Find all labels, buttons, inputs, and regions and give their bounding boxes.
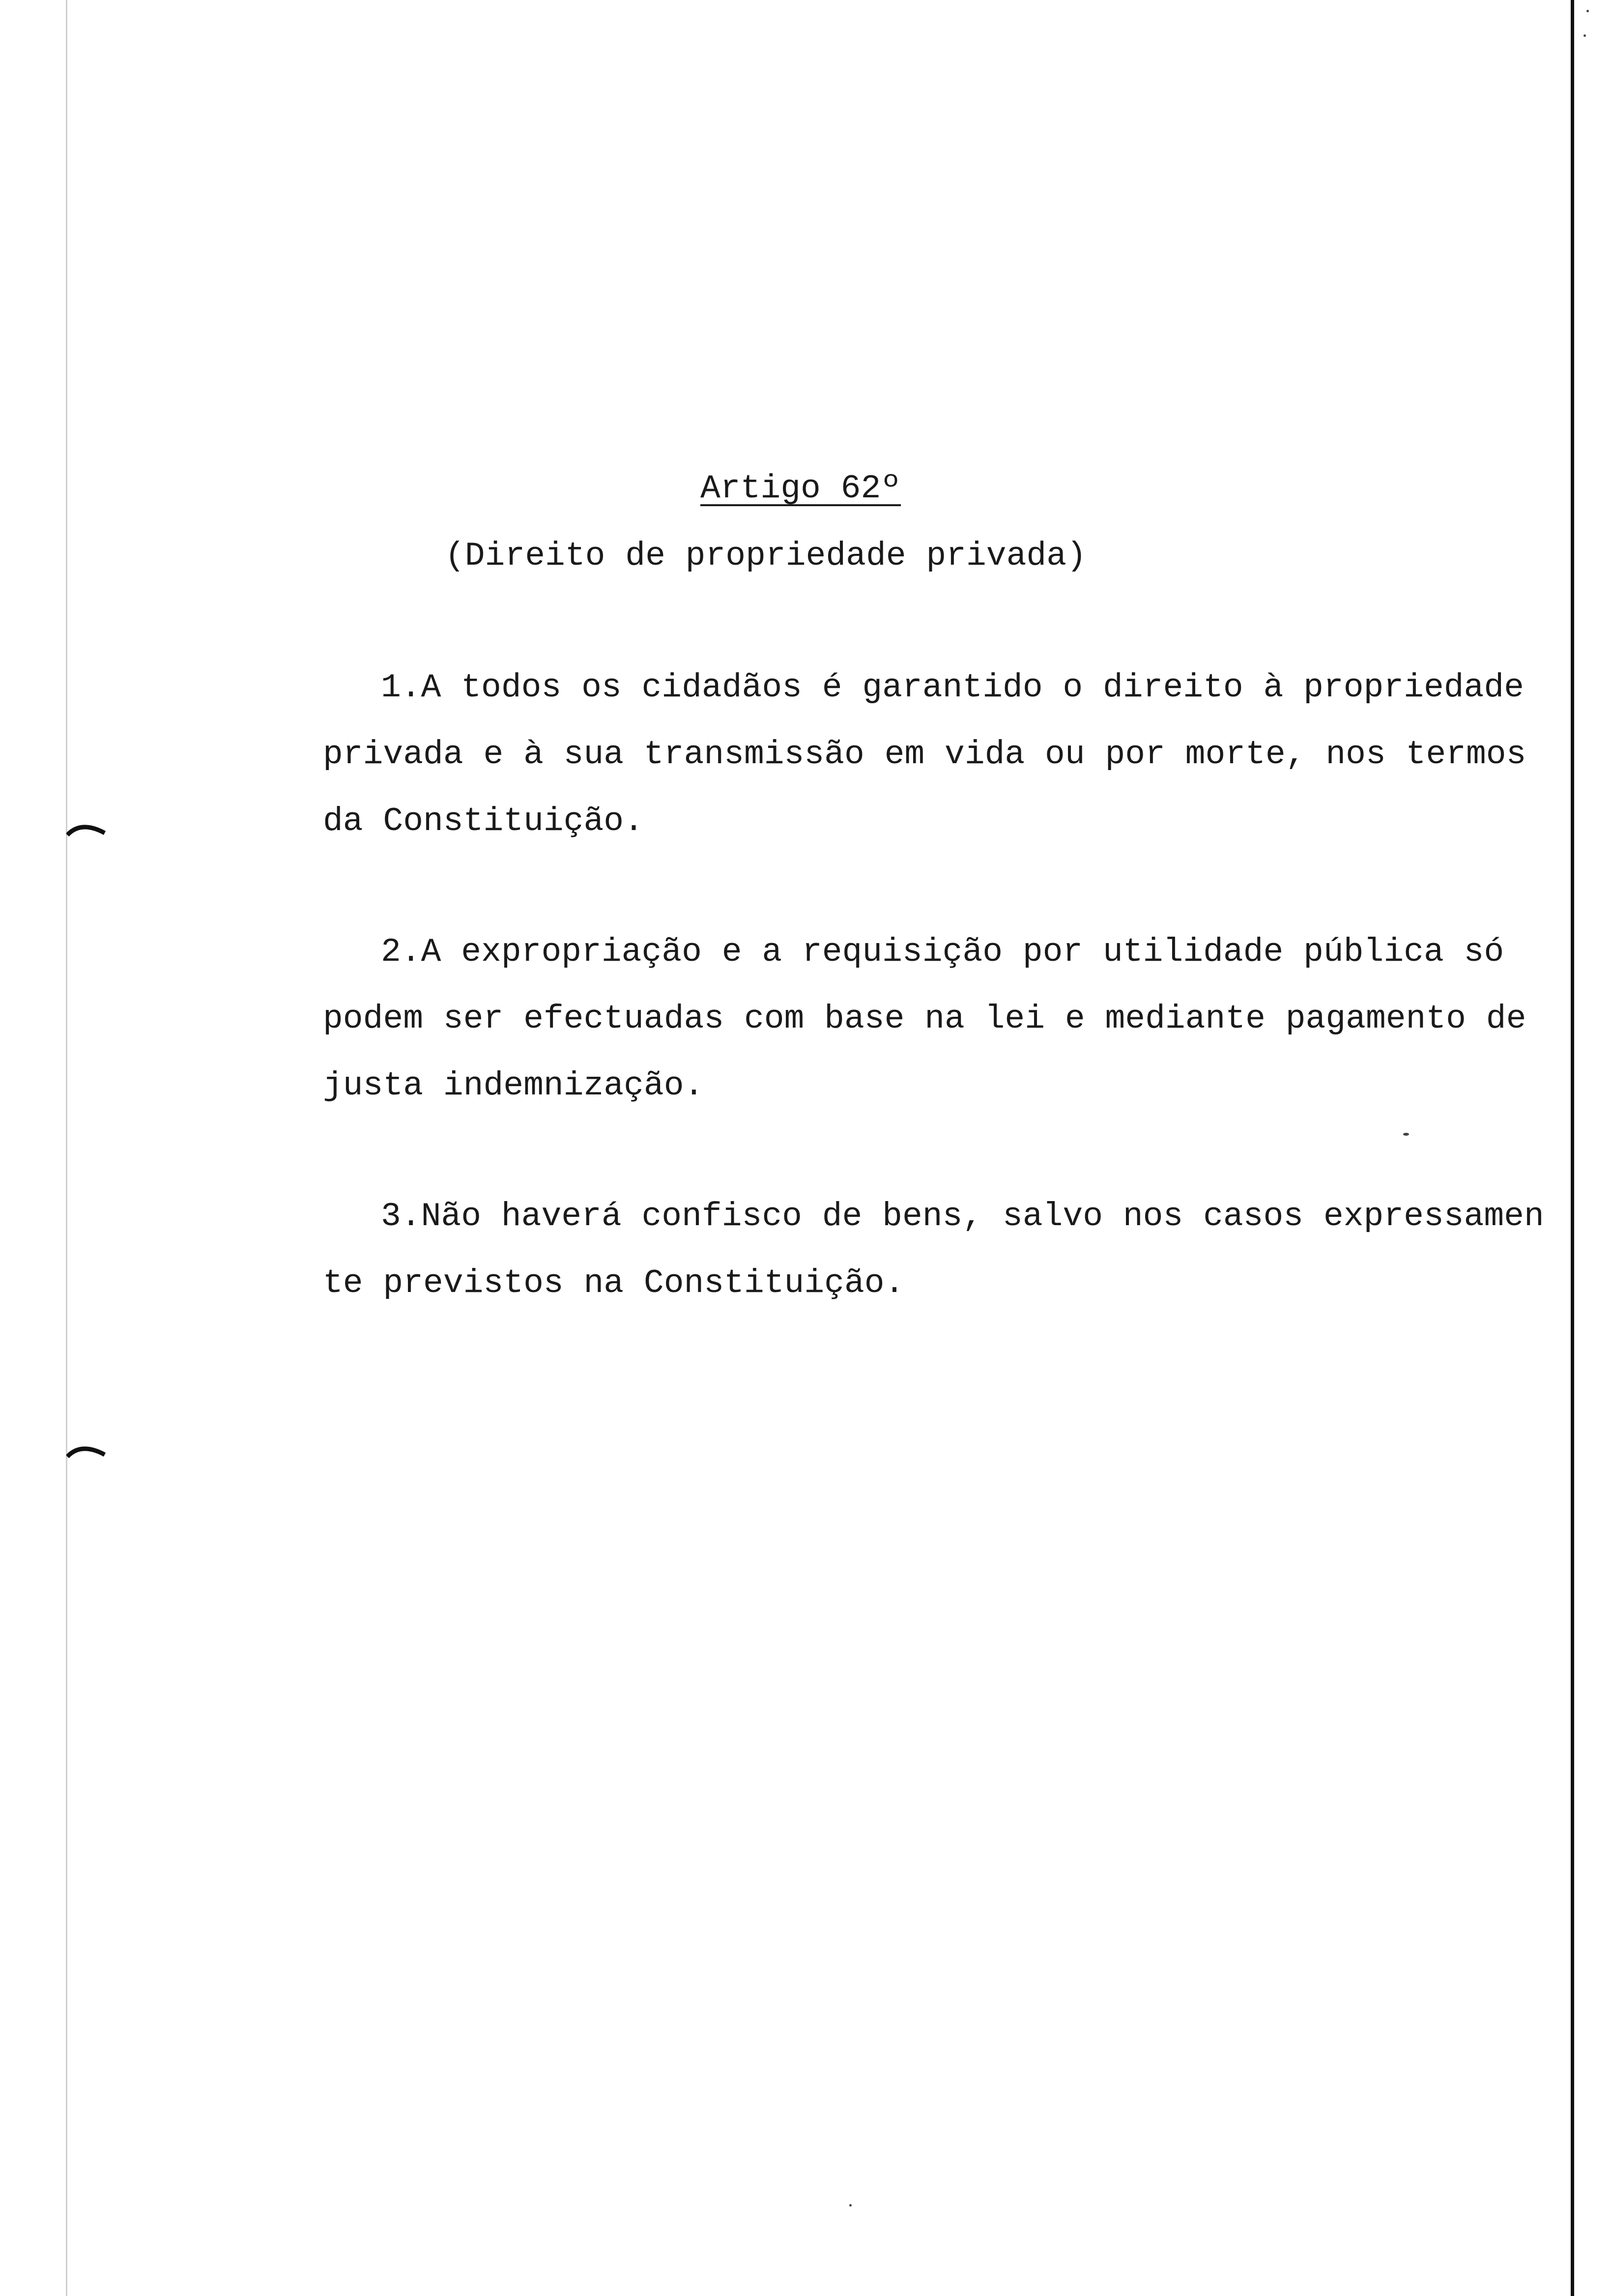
page-left-edge xyxy=(66,0,67,2296)
paragraph-2-line-3: justa indemnização. xyxy=(323,1067,704,1105)
paragraph-3-line-1: 3.Não haverá confisco de bens, salvo nos casos expressamen xyxy=(381,1198,1544,1235)
paragraph-1-line-2: privada e à sua transmissão em vida ou por morte, nos termos xyxy=(323,736,1526,774)
paragraph-3-line-2: te previstos na Constituição. xyxy=(323,1264,905,1302)
punch-hole-mark xyxy=(66,818,106,838)
scan-speck xyxy=(1403,1133,1409,1136)
article-subtitle: (Direito de propriedade privada) xyxy=(445,537,1087,575)
scan-speck xyxy=(849,2204,852,2207)
article-title: Artigo 62º xyxy=(700,470,901,508)
paragraph-2-line-1: 2.A expropriação e a requisição por utilidade pública só xyxy=(381,933,1504,971)
paragraph-1-line-3: da Constituição. xyxy=(323,803,644,840)
punch-hole-mark xyxy=(66,1440,106,1460)
page-right-edge xyxy=(1571,0,1574,2296)
paragraph-2-line-2: podem ser efectuadas com base na lei e mediante pagamento de xyxy=(323,1000,1526,1038)
scan-speck xyxy=(1583,34,1586,37)
scan-speck xyxy=(1586,10,1589,12)
paragraph-1-line-1: 1.A todos os cidadãos é garantido o direito à propriedade xyxy=(381,669,1524,707)
